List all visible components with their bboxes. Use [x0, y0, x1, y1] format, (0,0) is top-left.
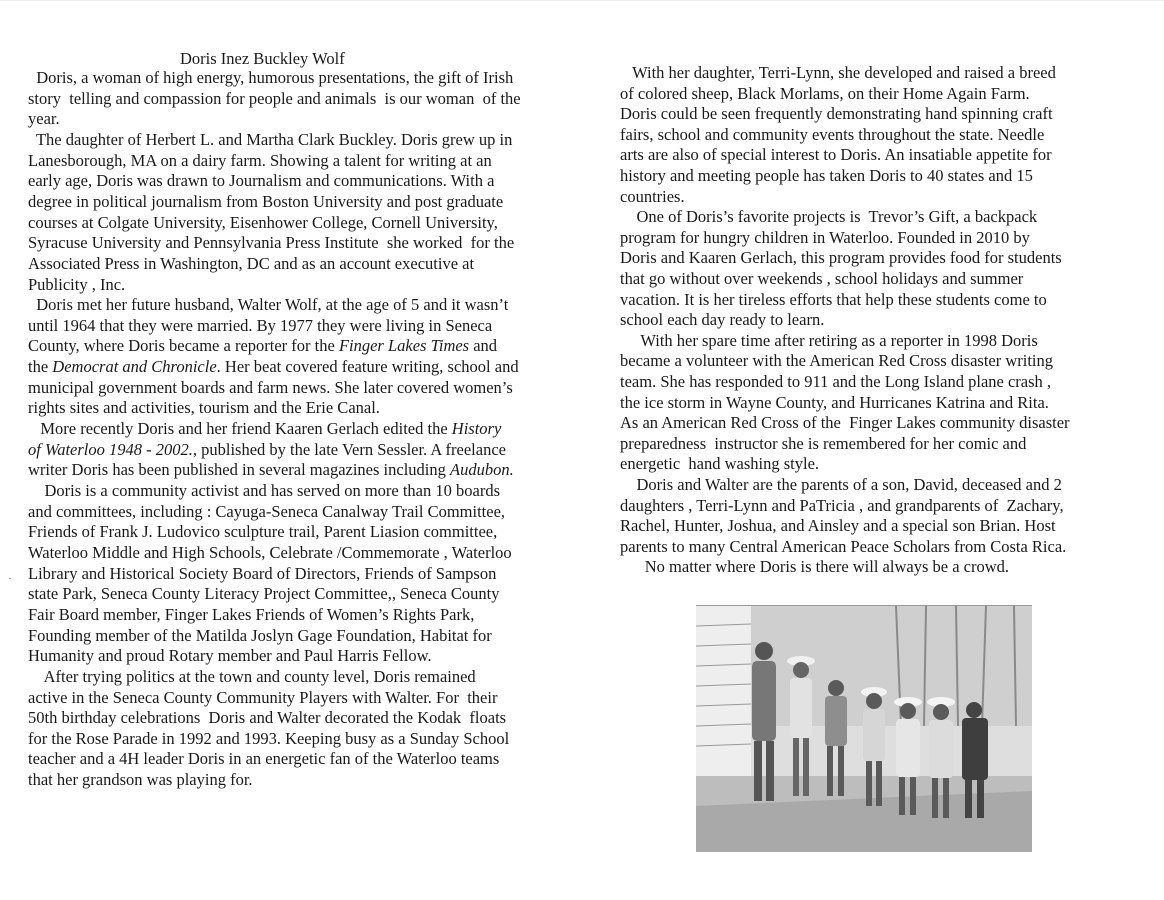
text-line: Humanity and proud Rotary member and Paul Harris Fellow.: [28, 646, 432, 666]
text-line: year.: [28, 109, 60, 129]
text-line: Publicity , Inc.: [28, 274, 126, 294]
scan-mark: ·: [8, 571, 12, 585]
text-line: preparedness instructor she is remembered for her comic and: [620, 433, 1027, 453]
text-line: for the Rose Parade in 1992 and 1993. Keeping busy as a Sunday School: [28, 728, 510, 748]
text-line: Doris is a community activist and has served on more than 10 boards: [28, 481, 500, 500]
text-line: arts are also of special interest to Doris. An insatiable appetite for: [620, 145, 1052, 165]
text-line: program for hungry children in Waterloo. Founded in 2010 by: [620, 227, 1030, 247]
text-line: courses at Colgate University, Eisenhower College, Cornell University,: [28, 212, 498, 232]
text-line: Associated Press in Washington, DC and as an account executive at: [28, 253, 475, 273]
text-line: Library and Historical Society Board of Directors, Friends of Sampson: [28, 563, 497, 583]
text-line: Lanesborough, MA on a dairy farm. Showing a talent for writing at an: [28, 150, 492, 170]
text-line: early age, Doris was drawn to Journalism and communications. With a: [28, 171, 495, 191]
text-line: Doris met her future husband, Walter Wolf, at the age of 5 and it wasn’t: [28, 295, 509, 315]
text-line: Doris could be seen frequently demonstrating hand spinning craft: [620, 104, 1053, 124]
text-line: school each day ready to learn.: [620, 310, 825, 330]
text-line: Fair Board member, Finger Lakes Friends of Women’s Rights Park,: [28, 604, 475, 624]
text-line: As an American Red Cross of the Finger Lakes community disaster: [620, 413, 1070, 433]
text-line: municipal government boards and farm news. She later covered women’s: [28, 377, 513, 397]
text-line: With her spare time after retiring as a reporter in 1998 Doris: [620, 330, 1038, 350]
text-line: story telling and compassion for people and animals is our woman of the: [28, 88, 521, 108]
text-line: rights sites and activities, tourism and the Erie Canal.: [28, 398, 380, 418]
text-line: Doris and Kaaren Gerlach, this program provides food for students: [620, 248, 1062, 268]
text-line: Friends of Frank J. Ludovico sculpture trail, Parent Liasion committee,: [28, 522, 498, 542]
text-line: writer Doris has been published in several magazines including Audubon.: [28, 460, 514, 480]
text-line: team. She has responded to 911 and the Long Island plane crash ,: [620, 372, 1052, 391]
text-line: teacher and a 4H leader Doris in an energetic fan of the Waterloo teams: [28, 749, 500, 769]
text-line: the ice storm in Wayne County, and Hurricanes Katrina and Rita.: [620, 392, 1049, 412]
text-line: and committees, including : Cayuga-Seneca Canalway Trail Committee,: [28, 501, 506, 521]
text-line: 50th birthday celebrations Doris and Walter decorated the Kodak floats: [28, 708, 507, 728]
text-line: of colored sheep, Black Morlams, on their Home Again Farm.: [620, 83, 1030, 103]
text-line: fairs, school and community events throughout the state. Needle: [620, 124, 1045, 144]
text-line: Doris and Walter are the parents of a son, David, deceased and 2: [620, 475, 1062, 494]
text-line: With her daughter, Terri-Lynn, she developed and raised a breed: [620, 63, 1056, 82]
text-line: active in the Seneca County Community Players with Walter. For their: [28, 687, 498, 707]
text-line: of Waterloo 1948 - 2002., published by the late Vern Sessler. A freelance: [28, 439, 506, 459]
text-line: that her grandson was playing for.: [28, 770, 253, 790]
text-line: No matter where Doris is there will always be a crowd.: [620, 557, 1010, 577]
text-line: countries.: [620, 186, 685, 206]
text-line: until 1964 that they were married. By 1977 they were living in Seneca: [28, 315, 493, 335]
text-line: Doris, a woman of high energy, humorous presentations, the gift of Irish: [28, 68, 514, 87]
text-line: Waterloo Middle and High Schools, Celebrate /Commemorate , Waterloo: [28, 542, 512, 562]
text-line: state Park, Seneca County Literacy Project Committee,, Seneca County: [28, 584, 500, 604]
text-line: energetic hand washing style.: [620, 454, 820, 474]
text-line: parents to many Central American Peace Scholars from Costa Rica.: [620, 536, 1067, 556]
text-line: degree in political journalism from Boston University and post graduate: [28, 191, 504, 211]
scan-edge: [0, 0, 1164, 7]
text-line: history and meeting people has taken Doris to 40 states and 15: [620, 166, 1033, 185]
document-title: Doris Inez Buckley Wolf: [180, 49, 345, 68]
text-line: daughters , Terri-Lynn and PaTricia , and grandparents of Zachary,: [620, 495, 1064, 515]
text-line: vacation. It is her tireless efforts that help these students come to: [620, 289, 1047, 309]
text-line: the Democrat and Chronicle. Her beat covered feature writing, school and: [28, 357, 519, 377]
text-line: Founding member of the Matilda Joslyn Gage Foundation, Habitat for: [28, 625, 492, 645]
text-line: More recently Doris and her friend Kaaren Gerlach edited the History: [28, 419, 502, 439]
text-line: Rachel, Hunter, Joshua, and Ainsley and a special son Brian. Host: [620, 516, 1056, 536]
text-line: that go without over weekends , school holidays and summer: [620, 269, 1024, 288]
text-line: The daughter of Herbert L. and Martha Clark Buckley. Doris grew up in: [28, 129, 513, 149]
text-line: County, where Doris became a reporter for the Finger Lakes Times and: [28, 336, 498, 356]
text-line: One of Doris’s favorite projects is Trevor’s Gift, a backpack: [620, 207, 1038, 227]
text-line: After trying politics at the town and county level, Doris remained: [28, 666, 476, 686]
family-photo: [696, 605, 1032, 852]
text-line: Syracuse University and Pennsylvania Press Institute she worked for the: [28, 233, 515, 253]
text-line: became a volunteer with the American Red Cross disaster writing: [620, 351, 1054, 371]
